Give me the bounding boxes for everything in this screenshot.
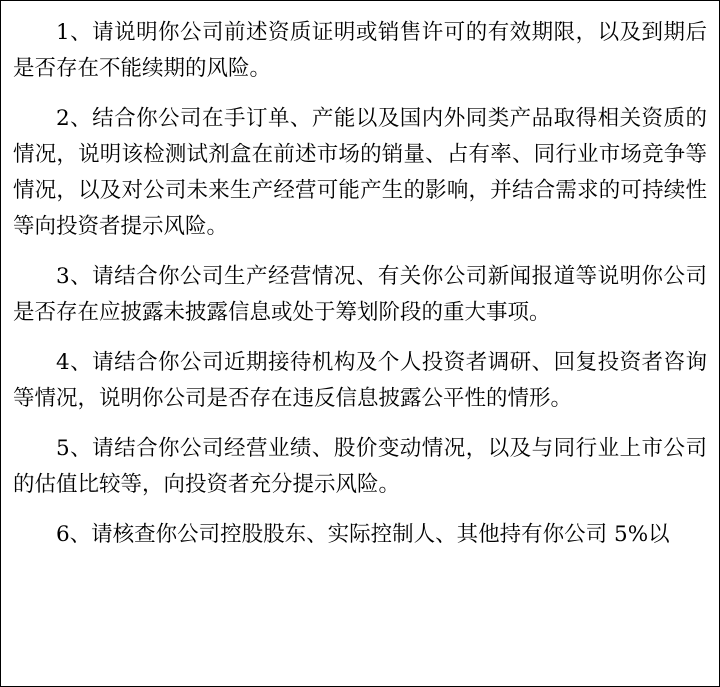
question-paragraph-1: 1、请说明你公司前述资质证明或销售许可的有效期限，以及到期后是否存在不能续期的风险。 — [13, 20, 707, 81]
question-paragraph-5: 5、请结合你公司经营业绩、股价变动情况，以及与同行业上市公司的估值比较等，向投资者充分提示风险。 — [13, 436, 707, 497]
document-body — [13, 15, 707, 553]
question-paragraph-4: 4、请结合你公司近期接待机构及个人投资者调研、回复投资者咨询等情况，说明你公司是否存在违反信息披露公平性的情形。 — [13, 350, 707, 411]
question-paragraph-6: 6、请核查你公司控股股东、实际控制人、其他持有你公司 5%以 — [56, 522, 670, 547]
question-paragraph-3: 3、请结合你公司生产经营情况、有关你公司新闻报道等说明你公司是否存在应披露未披露信息或处于筹划阶段的重大事项。 — [13, 264, 707, 325]
question-paragraph-2: 2、结合你公司在手订单、产能以及国内外同类产品取得相关资质的情况，说明该检测试剂盒在前述市场的销量、占有率、同行业市场竞争等情况，以及对公司未来生产经营可能产生的影响，并结合需求的可持续性等向投资者提示风险。 — [13, 106, 707, 239]
